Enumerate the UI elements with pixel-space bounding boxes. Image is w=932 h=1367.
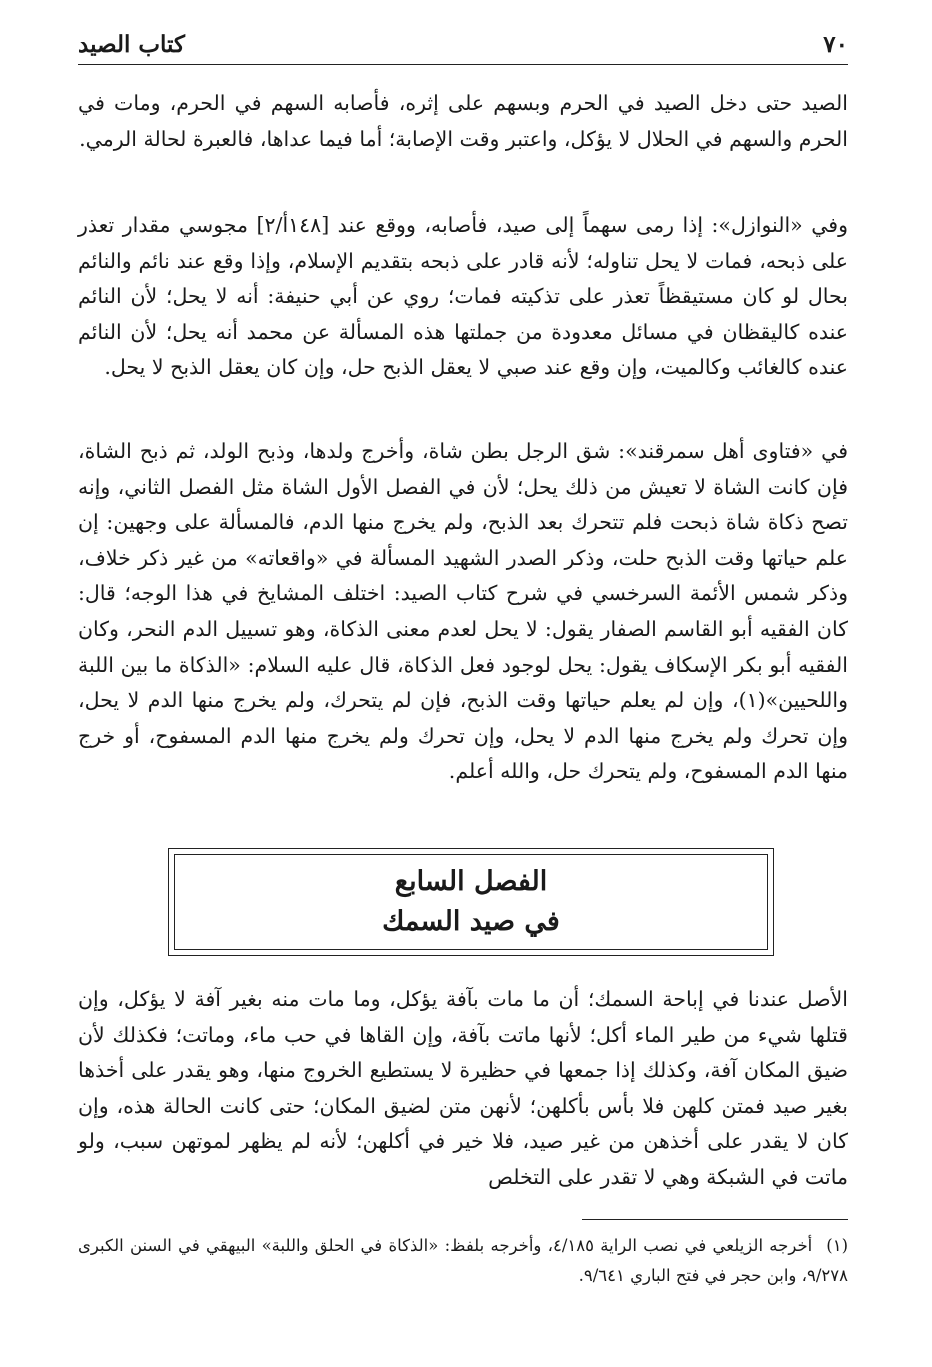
paragraph-2: وفي «النوازل»: إذا رمى سهماً إلى صيد، فأصابه، ووقع عند [١٤٨أ/٢] مجوسي مقدار تعذر على ذبحه، فمات لا يحل تناوله؛ لأنه قادر على ذبحه بتقديم الإسلام، وإذا وقع عند نائم والنائم بحال لو كان مستيقظاً تعذر على تذكيته فمات؛ روي عن أبي حنيفة: أنه لا يحل؛ لأن النائم عنده كاليقظان في مسائل معدودة من جملتها هذه المسألة عن محمد أنه يحل؛ لأن النائم عنده كالغائب وكالميت، وإن وقع عند صبي لا يعقل الذبح حل، وإن كان يعقل الذبح لا يحل. bbox=[78, 213, 849, 380]
paragraph-1: الصيد حتى دخل الصيد في الحرم وبسهم على إثره، فأصابه السهم في الحرم، ومات في الحرم والسهم في الحلال لا يؤكل، واعتبر وقت الإصابة؛ أما فيما عداها، فالعبرة لحالة الرمي. bbox=[78, 91, 848, 151]
footnote-divider bbox=[582, 1219, 848, 1220]
chapter-number: الفصل السابع bbox=[394, 866, 548, 897]
footnote-marker: (١) bbox=[826, 1236, 848, 1255]
chapter-title: في صيد السمك bbox=[382, 906, 560, 937]
paragraph-3: في «فتاوى أهل سمرقند»: شق الرجل بطن شاة، وأخرج ولدها، وذبح الولد، ثم ذبح الشاة، فإن كانت الشاة لا تعيش من ذلك يحل؛ لأن في الفصل الأول الشاة مثل الفصل الثاني، وإنه تصح ذكاة شاة ذبحت فلم تتحرك بعد الذبح، ولم يخرج منها الدم، فالمسألة على وجهين: إن علم حياتها وقت الذبح حلت، وذكر الصدر الشهيد المسألة في «واقعاته» من غير ذكر خلاف، وذكر شمس الأئمة السرخسي في شرح كتاب الصيد: اختلف المشايخ في هذا الوجه؛ قال: كان الفقيه أبو القاسم الصفار يقول: لا يحل لعدم معنى الذكاة، وهو تسييل الدم النحر، وكان الفقيه أبو بكر الإسكاف يقول: يحل لوجود فعل الذكاة، قال عليه السلام: «الذكاة ما بين اللبة واللحيين»(١)، وإن لم يعلم حياتها وقت الذبح، فإن لم يتحرك، ولم يخرج منها الدم لا يحل، وإن تحرك ولم يخرج منها الدم لا يحل، وإن تحرك ولم يخرج منها الدم المسفوح، أو خرج منها الدم المسفوح، ولم يتحرك حل، والله أعلم. bbox=[78, 439, 848, 784]
running-header bbox=[78, 30, 848, 65]
footnote bbox=[78, 1231, 848, 1291]
page-number: ٧٠ bbox=[823, 31, 848, 58]
paragraph-4: الأصل عندنا في إباحة السمك؛ أن ما مات بآفة يؤكل، وما مات منه بغير آفة لا يؤكل، وإن قتلها شيء من طير الماء أكل؛ لأنها ماتت بآفة، وإن القاها في حب ماء، وماتت؛ فكذلك لأن ضيق المكان آفة، وكذلك إذا جمعها في حظيرة لا يستطيع الخروج منها، وهو يقدر على أخذها بغير صيد فمتن كلهن فلا بأس بأكلهن؛ لأنهن متن لضيق المكان؛ حتى كانت الحالة هذه، وإن كان لا يقدر على أخذهن من غير صيد، فلا خير في أكلهن؛ لأنه لم يظهر لموتهن سبب، ولو ماتت في الشبكة وهي لا تقدر على التخلص bbox=[78, 987, 848, 1189]
chapter-heading-box bbox=[168, 848, 774, 956]
running-title: كتاب الصيد bbox=[78, 31, 185, 58]
footnote-text: أخرجه الزيلعي في نصب الراية ٤/١٨٥، وأخرجه بلفظ: «الذكاة في الحلق واللبة» البيهقي في السنن الكبرى ٩/٢٧٨، وابن حجر في فتح الباري ٩/٦٤١. bbox=[78, 1236, 848, 1285]
